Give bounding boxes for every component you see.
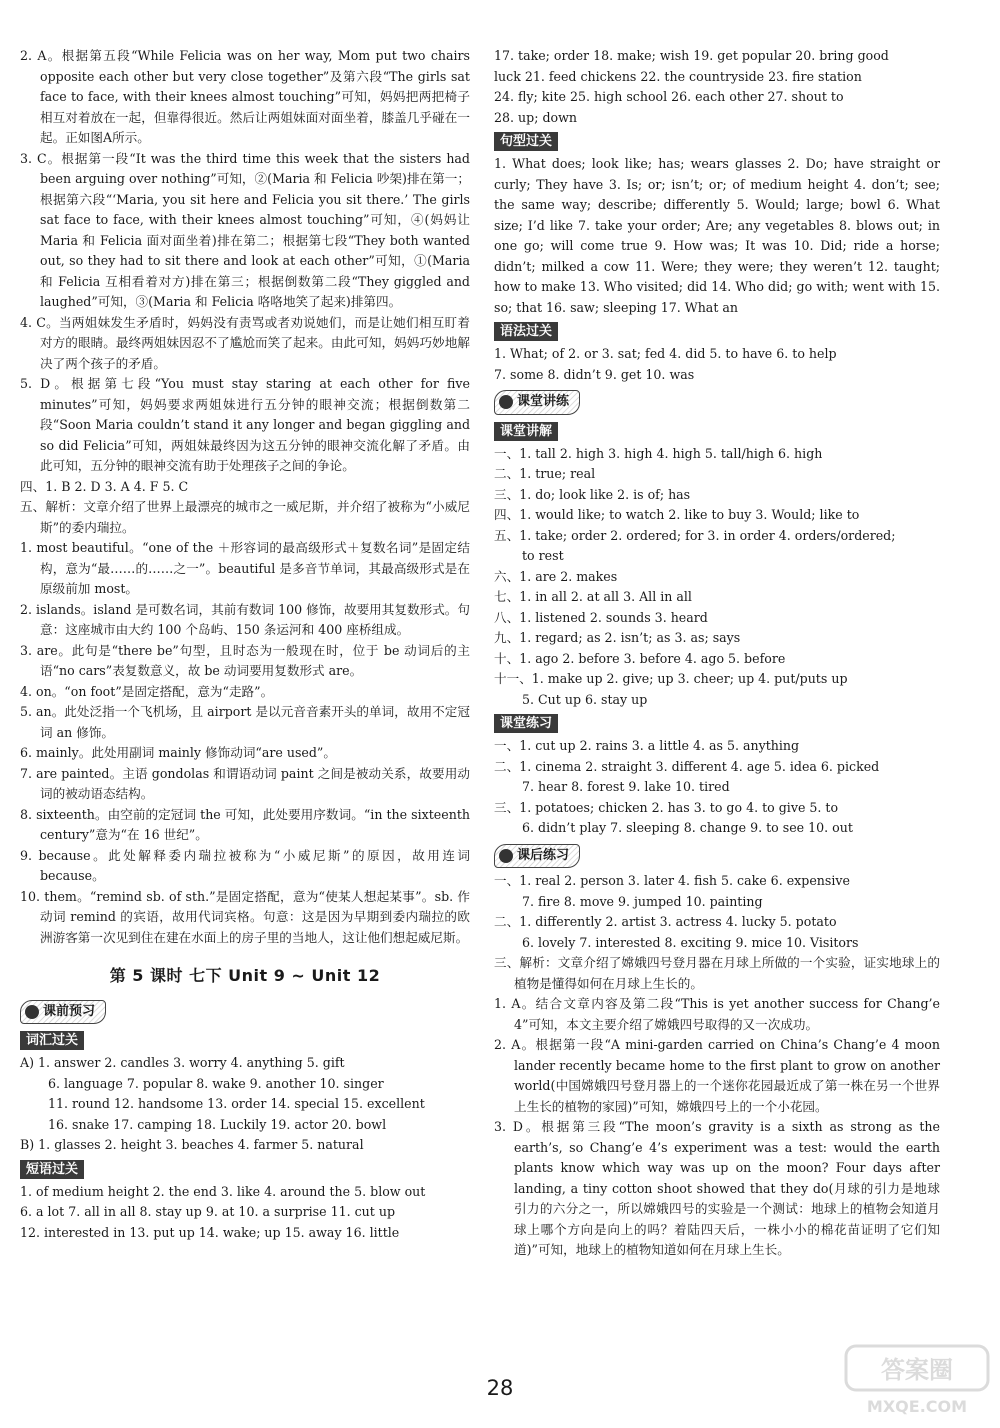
banner-label: 课前预习	[43, 1003, 96, 1019]
banner-label: 课堂讲练	[517, 394, 570, 409]
svg-text:答案圈: 答案圈	[881, 1356, 953, 1384]
left-column	[20, 46, 470, 1243]
practice-list	[494, 736, 940, 839]
answer-item: 6. language 7. popular 8. wake 9. another 10. singer	[48, 1075, 384, 1091]
section-lecture-title: 课堂讲解	[494, 422, 558, 441]
answer-item: 6. mainly。此处用副词 mainly 修饰动词“are used”。	[20, 745, 336, 760]
answer-item: to rest	[522, 548, 564, 563]
answer-item: 5. an。此处泛指一个飞机场，且 airport 是以元音音素开头的单词，故用不定冠词 an 修饰。	[20, 704, 470, 740]
answer-item: 三、解析：文章介绍了嫦娥四号登月器在月球上所做的一个实验，证实地球上的植物是懂得如何在月球上生长的。	[494, 955, 940, 991]
section-sentence-title: 句型过关	[494, 132, 558, 151]
answer-item: 3. D。根据第三段“The moon’s gravity is a sixth as strong as the earth’s, so Chang’e 4’s experiment was a test: would the earth plants know which way was up on the moon? Four days after landing, a tiny cotton shoot showed that they do(月球的引力是地球引力的六分之一，所以嫦娥四号的实验是一个测试：地球上的植物会知道月球上哪个方向是向上的吗？着陆四天后，一株小小的棉花苗证明了它们知道)”可知，地球上的植物知道如何在月球上生长。	[494, 1119, 940, 1257]
answer-item: 11. round 12. handsome 13. order 14. special 15. excellent	[48, 1096, 425, 1111]
answer-item: A) 1. answer 2. candles 3. worry 4. anything 5. gift	[20, 1055, 345, 1070]
lesson-title: 第 5 课时 七下 Unit 9 ~ Unit 12	[109, 966, 381, 985]
section-practice-title: 课堂练习	[494, 714, 558, 733]
answer-item: 3. are。此句是“there be”句型，且时态为一般现在时，位于 be 动词后的主语“no cars”表复数意义，故 be 动词要用复数形式 are。	[20, 642, 470, 678]
banner-preview	[20, 1000, 106, 1025]
answer-item: 三、1. potatoes; chicken 2. has 3. to go 4. to give 5. to	[494, 799, 839, 815]
answer-item: 1. of medium height 2. the end 3. like 4. around the 5. blow out	[20, 1183, 426, 1199]
answer-item: 2. A。根据第五段“While Felicia was on her way, Mom put two chairs opposite each other but very close together”及第六段“The girls sat face to face, with their knees almost touching”可知，妈妈把两把椅子相互对着放在一起，但靠得很近。然后让两姐妹面对面坐着，膝盖几乎碰在一起。正如图A所示。	[20, 48, 470, 145]
banner-icon	[25, 1005, 39, 1019]
answer-item: 七、1. in all 2. at all 3. All in all	[494, 589, 692, 604]
answer-item: 8. sixteenth。由空前的定冠词 the 可知，此处要用序数词。“in the sixteenth century”意为“在 16 世纪”。	[20, 806, 470, 842]
answer-item: luck 21. feed chickens 22. the countryside 23. fire station	[494, 68, 862, 84]
answer-item: 十一、1. make up 2. give; up 3. cheer; up 4. put/puts up	[494, 671, 848, 686]
answer-item: 二、1. true; real	[494, 466, 596, 481]
lecture-list	[494, 444, 940, 711]
answer-item: 7. some 8. didn’t 9. get 10. was	[494, 366, 695, 382]
section-phrase-title: 短语过关	[20, 1160, 84, 1179]
answer-item: 6. didn’t play 7. sleeping 8. change 9. to see 10. out	[522, 820, 853, 835]
answer-item: 2. islands。island 是可数名词，其前有数词 100 修饰，故要用其复数形式。句意：这座城市由大约 100 个岛屿、150 条运河和 400 座桥组成。	[20, 601, 470, 637]
answer-line-five: 五、解析：文章介绍了世界上最漂亮的城市之一威尼斯，并介绍了被称为“小威尼斯”的委内瑞拉。	[20, 499, 470, 535]
answer-block-reading	[20, 46, 470, 477]
answer-item: 九、1. regard; as 2. isn’t; as 3. as; says	[494, 630, 741, 645]
section-grammar-title: 语法过关	[494, 322, 558, 341]
banner-after	[494, 844, 580, 869]
banner-icon	[499, 395, 513, 409]
answer-block-cloze	[20, 538, 470, 948]
answer-item: 10. them。“remind sb. of sth.”是固定搭配，意为“使某人想起某事”。sb. 作动词 remind 的宾语，故用代词宾格。句意：这是因为早期到委内瑞拉的欧洲游客第一次见到住在建在水面上的房子里的当地人，这让他们想起威尼斯。	[20, 888, 470, 945]
answer-item: 二、1. cinema 2. straight 3. different 4. age 5. idea 6. picked	[494, 758, 880, 774]
answer-item: 7. fire 8. move 9. jumped 10. painting	[522, 893, 763, 909]
answer-item: 28. up; down	[494, 109, 577, 125]
answer-item: 3. C。根据第一段“It was the third time this week that the sisters had been arguing over nothing”可知，②(Maria 和 Felicia 吵架)排在第一；根据第六段“‘Maria, you sit here and Felicia you sit there.’ The girls sat face to face, with their knees almost touching”可知，④(妈妈让 Maria 和 Felicia 面对面坐着)排在第二；根据第七段“They both wanted out, so they had to sit there and look at each other”可知，①(Maria 和 Felicia 互相看着对方)排在第三；根据倒数第二段“They giggled and laughed”可知，③(Maria 和 Felicia 咯咯地笑了起来)排第四。	[20, 150, 470, 309]
answer-item: 六、1. are 2. makes	[494, 568, 618, 584]
section-vocab-title: 词汇过关	[20, 1031, 84, 1050]
answer-item: 16. snake 17. camping 18. Luckily 19. actor 20. bowl	[48, 1116, 387, 1132]
answer-item: 4. on。“on foot”是固定搭配，意为“走路”。	[20, 683, 274, 699]
banner-class	[494, 390, 580, 415]
answer-item: 三、1. do; look like 2. is of; has	[494, 486, 691, 502]
sentence-answers: 1. What does; look like; has; wears glasses 2. Do; have straight or curly; They have 3. Is; or; isn’t; or; of medium height 4. don’t; see; the same way; describe; differently 5. Would; large; bowl 6. What size; I’d like 7. take your order; Are; any vegetables 8. blows out; in one go; will come true 9. How was; It was 10. Did; ride a horse; didn’t; milked a cow 11. Were; they were; they weren’t 12. taught; how to make 13. Who visited; did 14. Who did; go with; went with 15. so; that 16. saw; sleeping 17. What an	[494, 156, 940, 315]
answer-item: 2. A。根据第一段“A mini-garden carried on China’s Chang’e 4 moon lander recently became home to the first plant to grow on another world(中国嫦娥四号登月器上的一个迷你花园最近成了第一株在另一个世界上生长的植物的家园)”可知，嫦娥四号上的一个小花园。	[494, 1037, 940, 1114]
right-column	[494, 46, 940, 1261]
answer-item: 二、1. differently 2. artist 3. actress 4. lucky 5. potato	[494, 914, 837, 929]
answer-item: 八、1. listened 2. sounds 3. heard	[494, 609, 708, 625]
banner-icon	[499, 849, 513, 863]
grammar-list	[494, 344, 940, 385]
page-number: 28	[486, 1376, 514, 1400]
after-class-answers	[494, 953, 940, 1261]
answer-item: 四、1. would like; to watch 2. like to buy 3. Would; like to	[494, 507, 860, 522]
answer-item: 一、1. real 2. person 3. later 4. fish 5. cake 6. expensive	[494, 873, 850, 888]
answer-item: 5. D。根据第七段“You must stay staring at each other for five minutes”可知，妈妈要求两姐妹进行五分钟的眼神交流；根据倒数第二段“Soon Maria couldn’t stand it any longer and began giggling and so did Felicia”可知，两姐妹最终因为这五分钟的眼神交流化解了矛盾。由此可知，五分钟的眼神交流有助于处理孩子之间的争论。	[20, 376, 470, 473]
answer-line-four: 四、1. B 2. D 3. A 4. F 5. C	[20, 478, 189, 494]
answer-item: 9. because。此处解释委内瑞拉被称为“小威尼斯”的原因，故用连词 because。	[20, 847, 470, 883]
answer-item: 1. What; of 2. or 3. sat; fed 4. did 5. to have 6. to help	[494, 346, 837, 361]
watermark-logo	[842, 1340, 992, 1420]
answer-item: 十、1. ago 2. before 3. before 4. ago 5. before	[494, 650, 786, 666]
vocab-list	[20, 1053, 470, 1156]
answer-item: 1. most beautiful。“one of the ＋形容词的最高级形式＋复数名词”是固定结构，意为“最……的……之一”。beautiful 是多音节单词，其最高级形式是在原级前加 most。	[20, 540, 470, 596]
answer-item: 12. interested in 13. put up 14. wake; up 15. away 16. little	[20, 1224, 400, 1240]
answer-item: 24. fly; kite 25. high school 26. each other 27. shout to	[494, 89, 844, 104]
answer-item: 17. take; order 18. make; wish 19. get popular 20. bring good	[494, 48, 889, 63]
phrase-list-cont	[494, 46, 940, 128]
answer-item: 一、1. cut up 2. rains 3. a little 4. as 5. anything	[494, 738, 800, 753]
answer-item: 7. hear 8. forest 9. lake 10. tired	[522, 779, 730, 794]
phrase-list	[20, 1182, 470, 1244]
answer-item: 7. are painted。主语 gondolas 和谓语动词 paint 之间是被动关系，故要用动词的被动语态结构。	[20, 765, 470, 801]
answer-item: B) 1. glasses 2. height 3. beaches 4. farmer 5. natural	[20, 1137, 364, 1152]
answer-item: 6. lovely 7. interested 8. exciting 9. mice 10. Visitors	[522, 934, 859, 950]
answer-item: 6. a lot 7. all in all 8. stay up 9. at 10. a surprise 11. cut up	[20, 1204, 396, 1219]
svg-text:MXQE.COM: MXQE.COM	[866, 1397, 968, 1416]
answer-item: 5. Cut up 6. stay up	[522, 691, 648, 707]
answer-item: 五、1. take; order 2. ordered; for 3. in order 4. orders/ordered;	[494, 527, 896, 543]
answer-item: 一、1. tall 2. high 3. high 4. high 5. tall/high 6. high	[494, 445, 823, 461]
banner-label: 课后练习	[517, 847, 570, 863]
after-class-list	[494, 871, 940, 953]
answer-item: 1. A。结合文章内容及第二段“This is yet another success for Chang’e 4”可知，本文主要介绍了嫦娥四号取得的又一次成功。	[494, 996, 940, 1032]
answer-item: 4. C。当两姐妹发生矛盾时，妈妈没有责骂或者劝说她们，而是让她们相互盯着对方的眼睛。最终两姐妹因忍不了尴尬而笑了起来。由此可知，妈妈巧妙地解决了两个孩子的矛盾。	[20, 314, 470, 371]
